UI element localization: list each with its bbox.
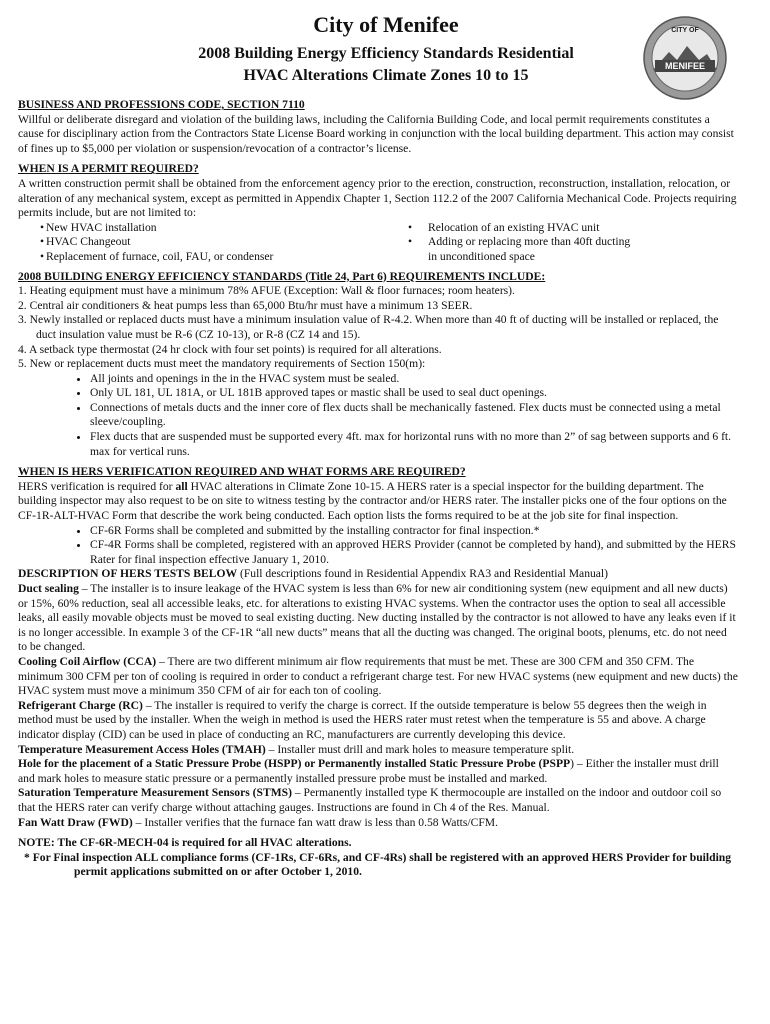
test-hspp xyxy=(18,757,738,786)
test-name: Fan Watt Draw (FWD) xyxy=(18,815,133,829)
test-text: ) – Either the installer must drill and mark holes to measure static pressure or a permanently installed pressure probe must be installed and marked. xyxy=(18,757,719,785)
note-cf6r: NOTE: The CF-6R-MECH-04 is required for all HVAC alterations. xyxy=(18,836,352,850)
text-run: HERS verification is required for xyxy=(18,479,176,493)
hers-list xyxy=(18,524,738,568)
test-fwd xyxy=(18,816,738,831)
list-item: • Flex ducts that are suspended must be supported every 4ft. max for horizontal runs with no more than 2” of sag between supports and 6 ft. max for vertical runs. xyxy=(90,430,738,459)
page-subtitle-1: 2008 Building Energy Efficiency Standards Residential xyxy=(198,45,574,62)
test-name: Duct sealing xyxy=(18,582,79,595)
standards-list xyxy=(18,284,738,372)
list-item: • Replacement of furnace, coil, FAU, or condenser xyxy=(18,250,378,265)
test-text: – Installer must drill and mark holes to measure temperature split. xyxy=(265,742,575,756)
bpc-heading: BUSINESS AND PROFESSIONS CODE, SECTION 7110 xyxy=(18,98,305,111)
list-item: • CF-6R Forms shall be completed and submitted by the installing contractor for final inspection.* xyxy=(90,524,738,539)
page-title: City of Menifee xyxy=(313,12,459,37)
list-item: • All joints and openings in the in the HVAC system must be sealed. xyxy=(90,372,738,387)
test-text: – The installer is to insure leakage of the HVAC system is less than 6% for new air conditioning system (new equipment and all new ducts) or 15%, 60% reduction, seal all accessible leaks, etc. for alterations to existing HVAC systems. When the contractor uses the option to seal all accessible leaks, all easily movable objects must be moved to seal existing ducting. New ducting installed by the contractor is not allowed to have any leaks even if it is no longer accessible. In example 3 of the CF-1R “all new ducts” means that all the ducting was changed. The original boots, plenums, etc. do not need to be changed. xyxy=(18,582,736,654)
test-text: – There are two different minimum air flow requirements that must be met. These are 300 CFM and 350 CFM. The minimum 300 CFM per ton of cooling is required in order to conduct a refrigerant charge test. For new HVAC systems (new equipment and new ducts) the HVAC system must move a minimum 350 CFM of air for each ton of cooling. xyxy=(18,654,738,698)
hers-text xyxy=(18,480,738,524)
permit-list xyxy=(18,221,738,265)
document-body xyxy=(18,98,738,880)
seal-name: MENIFEE xyxy=(664,61,706,71)
list-item: • HVAC Changeout xyxy=(18,235,378,250)
list-item: • Adding or replacing more than 40ft ducting xyxy=(378,235,738,250)
text-run-bold: all xyxy=(175,479,188,493)
desc-heading: DESCRIPTION OF HERS TESTS BELOW xyxy=(18,567,238,581)
test-rc xyxy=(18,699,738,743)
hers-heading: WHEN IS HERS VERIFICATION REQUIRED AND WHAT FORMS ARE REQUIRED? xyxy=(18,465,466,479)
test-name: Cooling Coil Airflow (CCA) xyxy=(18,654,157,668)
list-item: 5. New or replacement ducts must meet the mandatory requirements of Section 150(m): xyxy=(18,357,426,371)
list-item: 2. Central air conditioners & heat pumps less than 65,000 Btu/hr must have a minimum 13 SEER. xyxy=(18,298,473,312)
list-item: 1. Heating equipment must have a minimum 78% AFUE (Exception: Wall & floor furnaces; room heaters). xyxy=(18,284,515,298)
page-subtitle-2: HVAC Alterations Climate Zones 10 to 15 xyxy=(243,67,529,84)
test-cca xyxy=(18,655,738,699)
list-item: • Only UL 181, UL 181A, or UL 181B approved tapes or mastic shall be used to seal duct openings. xyxy=(90,386,738,401)
desc-line xyxy=(18,567,738,582)
city-seal-icon xyxy=(643,16,727,100)
list-item: • Relocation of an existing HVAC unit xyxy=(378,221,738,236)
list-item: 3. Newly installed or replaced ducts must have a minimum insulation value of R-4.2. When more than 40 ft of ducting will be installed or replaced, the duct insulation value must be R-6 (CZ 10-13), or R-8 (CZ 14 and 15). xyxy=(18,313,719,341)
test-text: – Permanently installed type K thermocouple are installed on the indoor and outdoor coil so that the HERS rater can verify charge without attaching gauges. Instructions are found in Ch 4 of the Res. Manual. xyxy=(18,786,722,814)
standards-heading: 2008 BUILDING ENERGY EFFICIENCY STANDARDS (Title 24, Part 6) REQUIREMENTS INCLUDE: xyxy=(18,269,546,283)
test-name: Temperature Measurement Access Holes (TMAH) xyxy=(18,742,266,756)
permit-text: A written construction permit shall be obtained from the enforcement agency prior to the erection, construction, reconstruction, installation, relocation, or alteration of any mechanical system, except as permitted in Appendix Chapter 1, Section 112.2 of the 2007 California Mechanical Code. Projects requiring permits include, but are not limited to: xyxy=(18,176,737,220)
test-tmah xyxy=(18,743,738,758)
permit-heading: WHEN IS A PERMIT REQUIRED? xyxy=(18,162,199,176)
test-name: Refrigerant Charge (RC) xyxy=(18,698,143,712)
list-item: • New HVAC installation xyxy=(18,221,378,236)
note-final-inspection: * For Final inspection ALL compliance forms (CF-1Rs, CF-6Rs, and CF-4Rs) shall be registered with an approved HERS Provider for building permit applications submitted on or after October 1, 2010. xyxy=(24,850,732,879)
duct-list xyxy=(18,372,738,460)
list-item: in unconditioned space xyxy=(428,249,535,263)
test-text: – The installer is required to verify the charge is correct. If the outside temperature is below 55 degrees then the weigh in method must be used by the installer. When the weigh in method is used the HERS rater must retest when the temperature is 55 and above. A charge indicator display (CID) can be used in place of conducting an RC, manufacturers are currently developing this device. xyxy=(18,698,707,741)
seal-top: CITY OF xyxy=(671,27,699,34)
desc-text: (Full descriptions found in Residential Appendix RA3 and Residential Manual) xyxy=(237,567,609,581)
text-run: HVAC alterations in Climate Zone 10-15. A HERS rater is a special inspector for the building department. The building inspector may also request to be on site to witness testing by the contractor and/or HERS rater. The installer picks one of the four options on the CF-1R-ALT-HVAC Form that describe the work being conducted. Each option lists the forms required to be at the job site for final inspection. xyxy=(18,479,727,523)
bpc-text: Willful or deliberate disregard and violation of the building laws, including the California Building Code, and local permit requirements constitutes a cause for disciplinary action from the Contractors State License Board working in conjunction with the local building department. This action may consist of fines up to $5,000 per violation or suspension/revocation of a contractor’s license. xyxy=(18,112,734,155)
list-item: • CF-4R Forms shall be completed, registered with an approved HERS Provider (cannot be completed by hand), and submitted by the HERS Rater for final inspection effective January 1, 2010. xyxy=(90,538,738,567)
test-text: – Installer verifies that the furnace fan watt draw is less than 0.58 Watts/CFM. xyxy=(132,815,499,829)
list-item: • Connections of metals ducts and the inner core of flex ducts shall be mechanically fastened. Flex ducts must be connected using a metal sleeve/coupling. xyxy=(90,401,738,430)
list-item: 4. A setback type thermostat (24 hr clock with four set points) is required for all alterations. xyxy=(18,342,442,356)
test-stms xyxy=(18,786,738,815)
test-name: Hole for the placement of a Static Pressure Probe (HSPP) or Permanently installed Static Pressure Probe (PSPP xyxy=(18,757,571,771)
test-name: Saturation Temperature Measurement Sensors (STMS) xyxy=(18,786,292,800)
test-duct-sealing xyxy=(18,582,738,655)
